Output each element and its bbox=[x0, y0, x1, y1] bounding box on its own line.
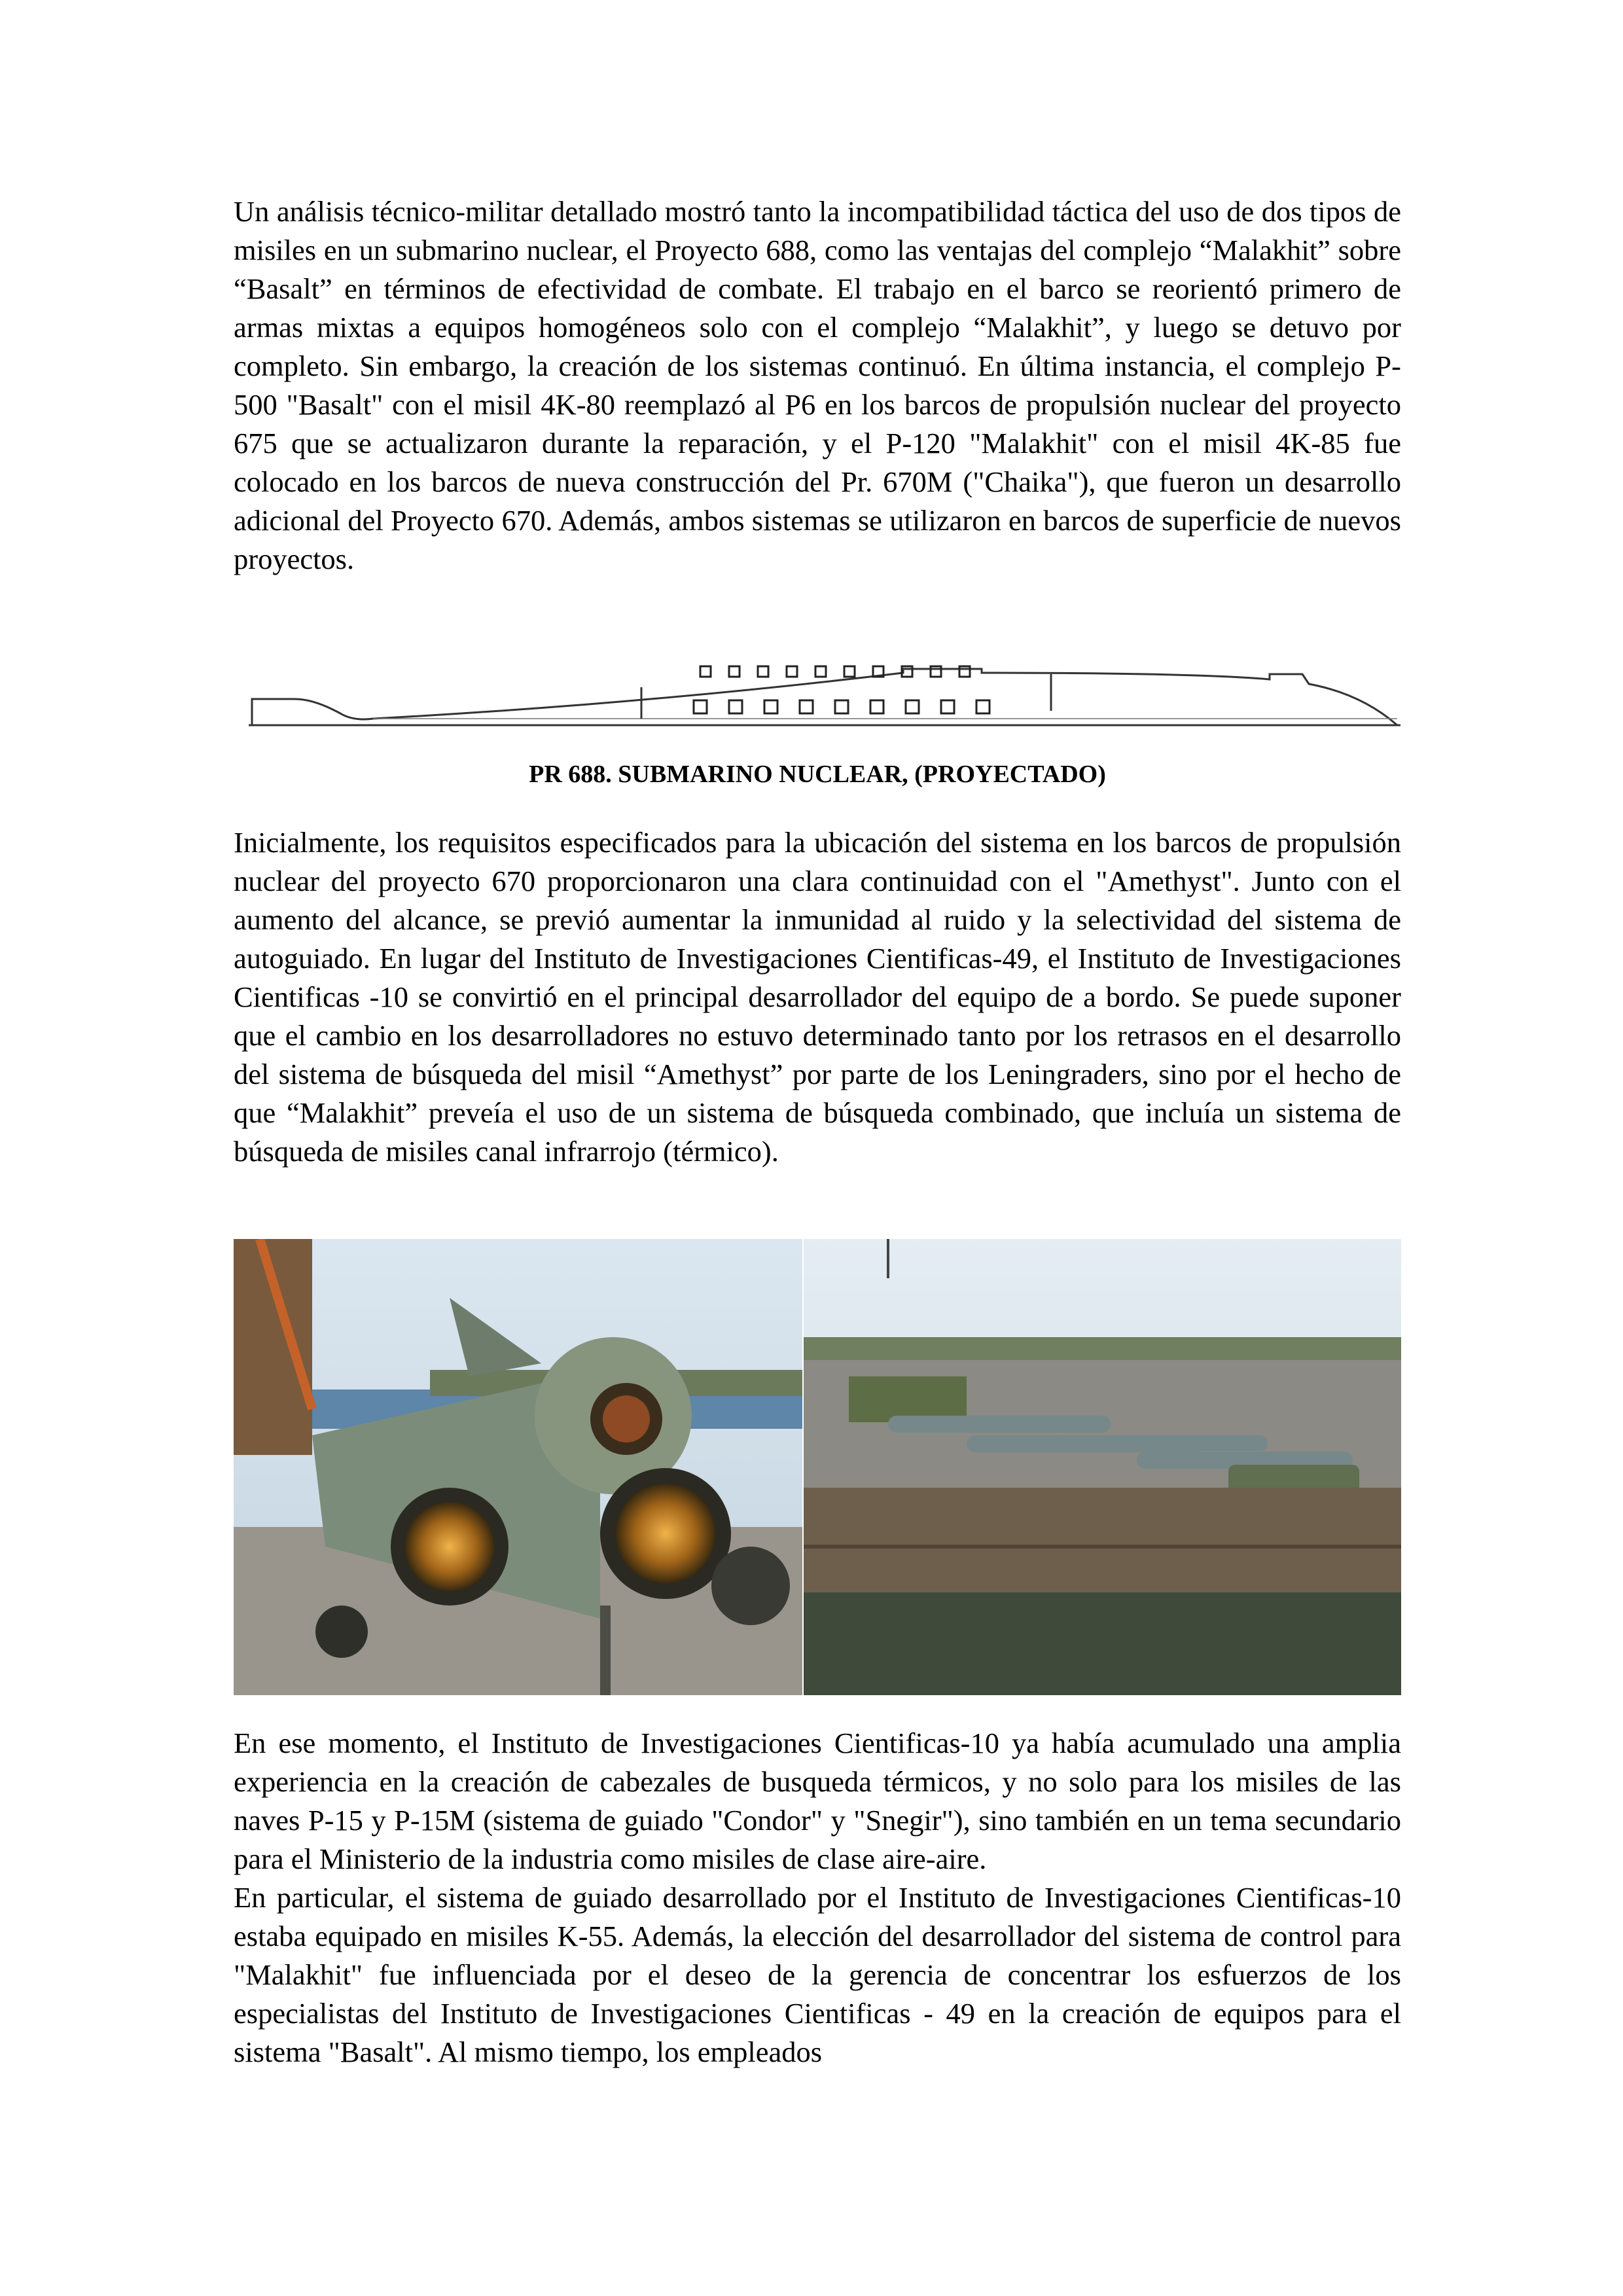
paragraph-1-text: Un análisis técnico-militar detallado mostró tanto la incompatibilidad táctica del uso de dos tipos de misiles en un submarino nuclear, el Proyecto 688, como las ventajas del complejo “Malakhit” sobre “Basalt” en términos de efectividad de combate. El trabajo en el barco se reorientó primero de armas mixtas a equipos homogéneos solo con el complejo “Malakhit”, y luego se detuvo por completo. Sin embargo, la creación de los sistemas continuó. En última instancia, el complejo P-500 "Basalt" con el misil 4K-80 reemplazó al P6 en los barcos de propulsión nuclear del proyecto 675 que se actualizaron durante la reparación, y el P-120 "Malakhit" con el misil 4K-85 fue colocado en los barcos de nueva construcción del Pr. 670M ("Chaika"), que fueron un desarrollo adicional del Proyecto 670. Además, ambos sistemas se utilizaron en barcos de superficie de nuevos proyectos. bbox=[234, 195, 1401, 575]
paragraph-2 bbox=[234, 823, 1401, 1171]
missile-photographs bbox=[234, 1239, 1401, 1695]
figure-caption: PR 688. SUBMARINO NUCLEAR, (PROYECTADO) bbox=[529, 761, 1106, 788]
photo-missile-closeup bbox=[234, 1239, 803, 1695]
paragraph-3-and-4 bbox=[234, 1724, 1401, 2072]
photo-missiles-on-pier bbox=[803, 1239, 1401, 1695]
paragraph-4-text: En particular, el sistema de guiado desarrollado por el Instituto de Investigaciones Cientificas-10 estaba equipado en misiles K-55. Además, la elección del desarrollador del sistema de control para "Malakhit" fue influenciada por el deseo de la gerencia de concentrar los esfuerzos de los especialistas del Instituto de Investigaciones Cientificas - 49 en la creación de equipos para el sistema "Basalt". Al mismo tiempo, los empleados bbox=[234, 1881, 1401, 2068]
paragraph-2-text: Inicialmente, los requisitos especificados para la ubicación del sistema en los barcos de propulsión nuclear del proyecto 670 proporcionaron una clara continuidad con el "Amethyst". Junto con el aumento del alcance, se previó aumentar la inmunidad al ruido y la selectividad del sistema de autoguiado. En lugar del Instituto de Investigaciones Cientificas-49, el Instituto de Investigaciones Cientificas -10 se convirtió en el principal desarrollador del equipo de a bordo. Se puede suponer que el cambio en los desarrolladores no estuvo determinado tanto por los retrasos en el desarrollo del sistema de búsqueda del misil “Amethyst” por parte de los Leningraders, sino por el hecho de que “Malakhit” preveía el uso de un sistema de búsqueda combinado, que incluía un sistema de búsqueda de misiles canal infrarrojo (térmico). bbox=[234, 826, 1401, 1168]
submarine-profile-diagram bbox=[249, 648, 1400, 753]
paragraph-1 bbox=[234, 192, 1401, 579]
paragraph-3-text: En ese momento, el Instituto de Investigaciones Cientificas-10 ya había acumulado una amplia experiencia en la creación de cabezales de busqueda térmicos, y no solo para los misiles de las naves P-15 y P-15M (sistema de guiado "Condor" y "Snegir"), sino también en un tema secundario para el Ministerio de la industria como misiles de clase aire-aire. bbox=[234, 1727, 1401, 1875]
